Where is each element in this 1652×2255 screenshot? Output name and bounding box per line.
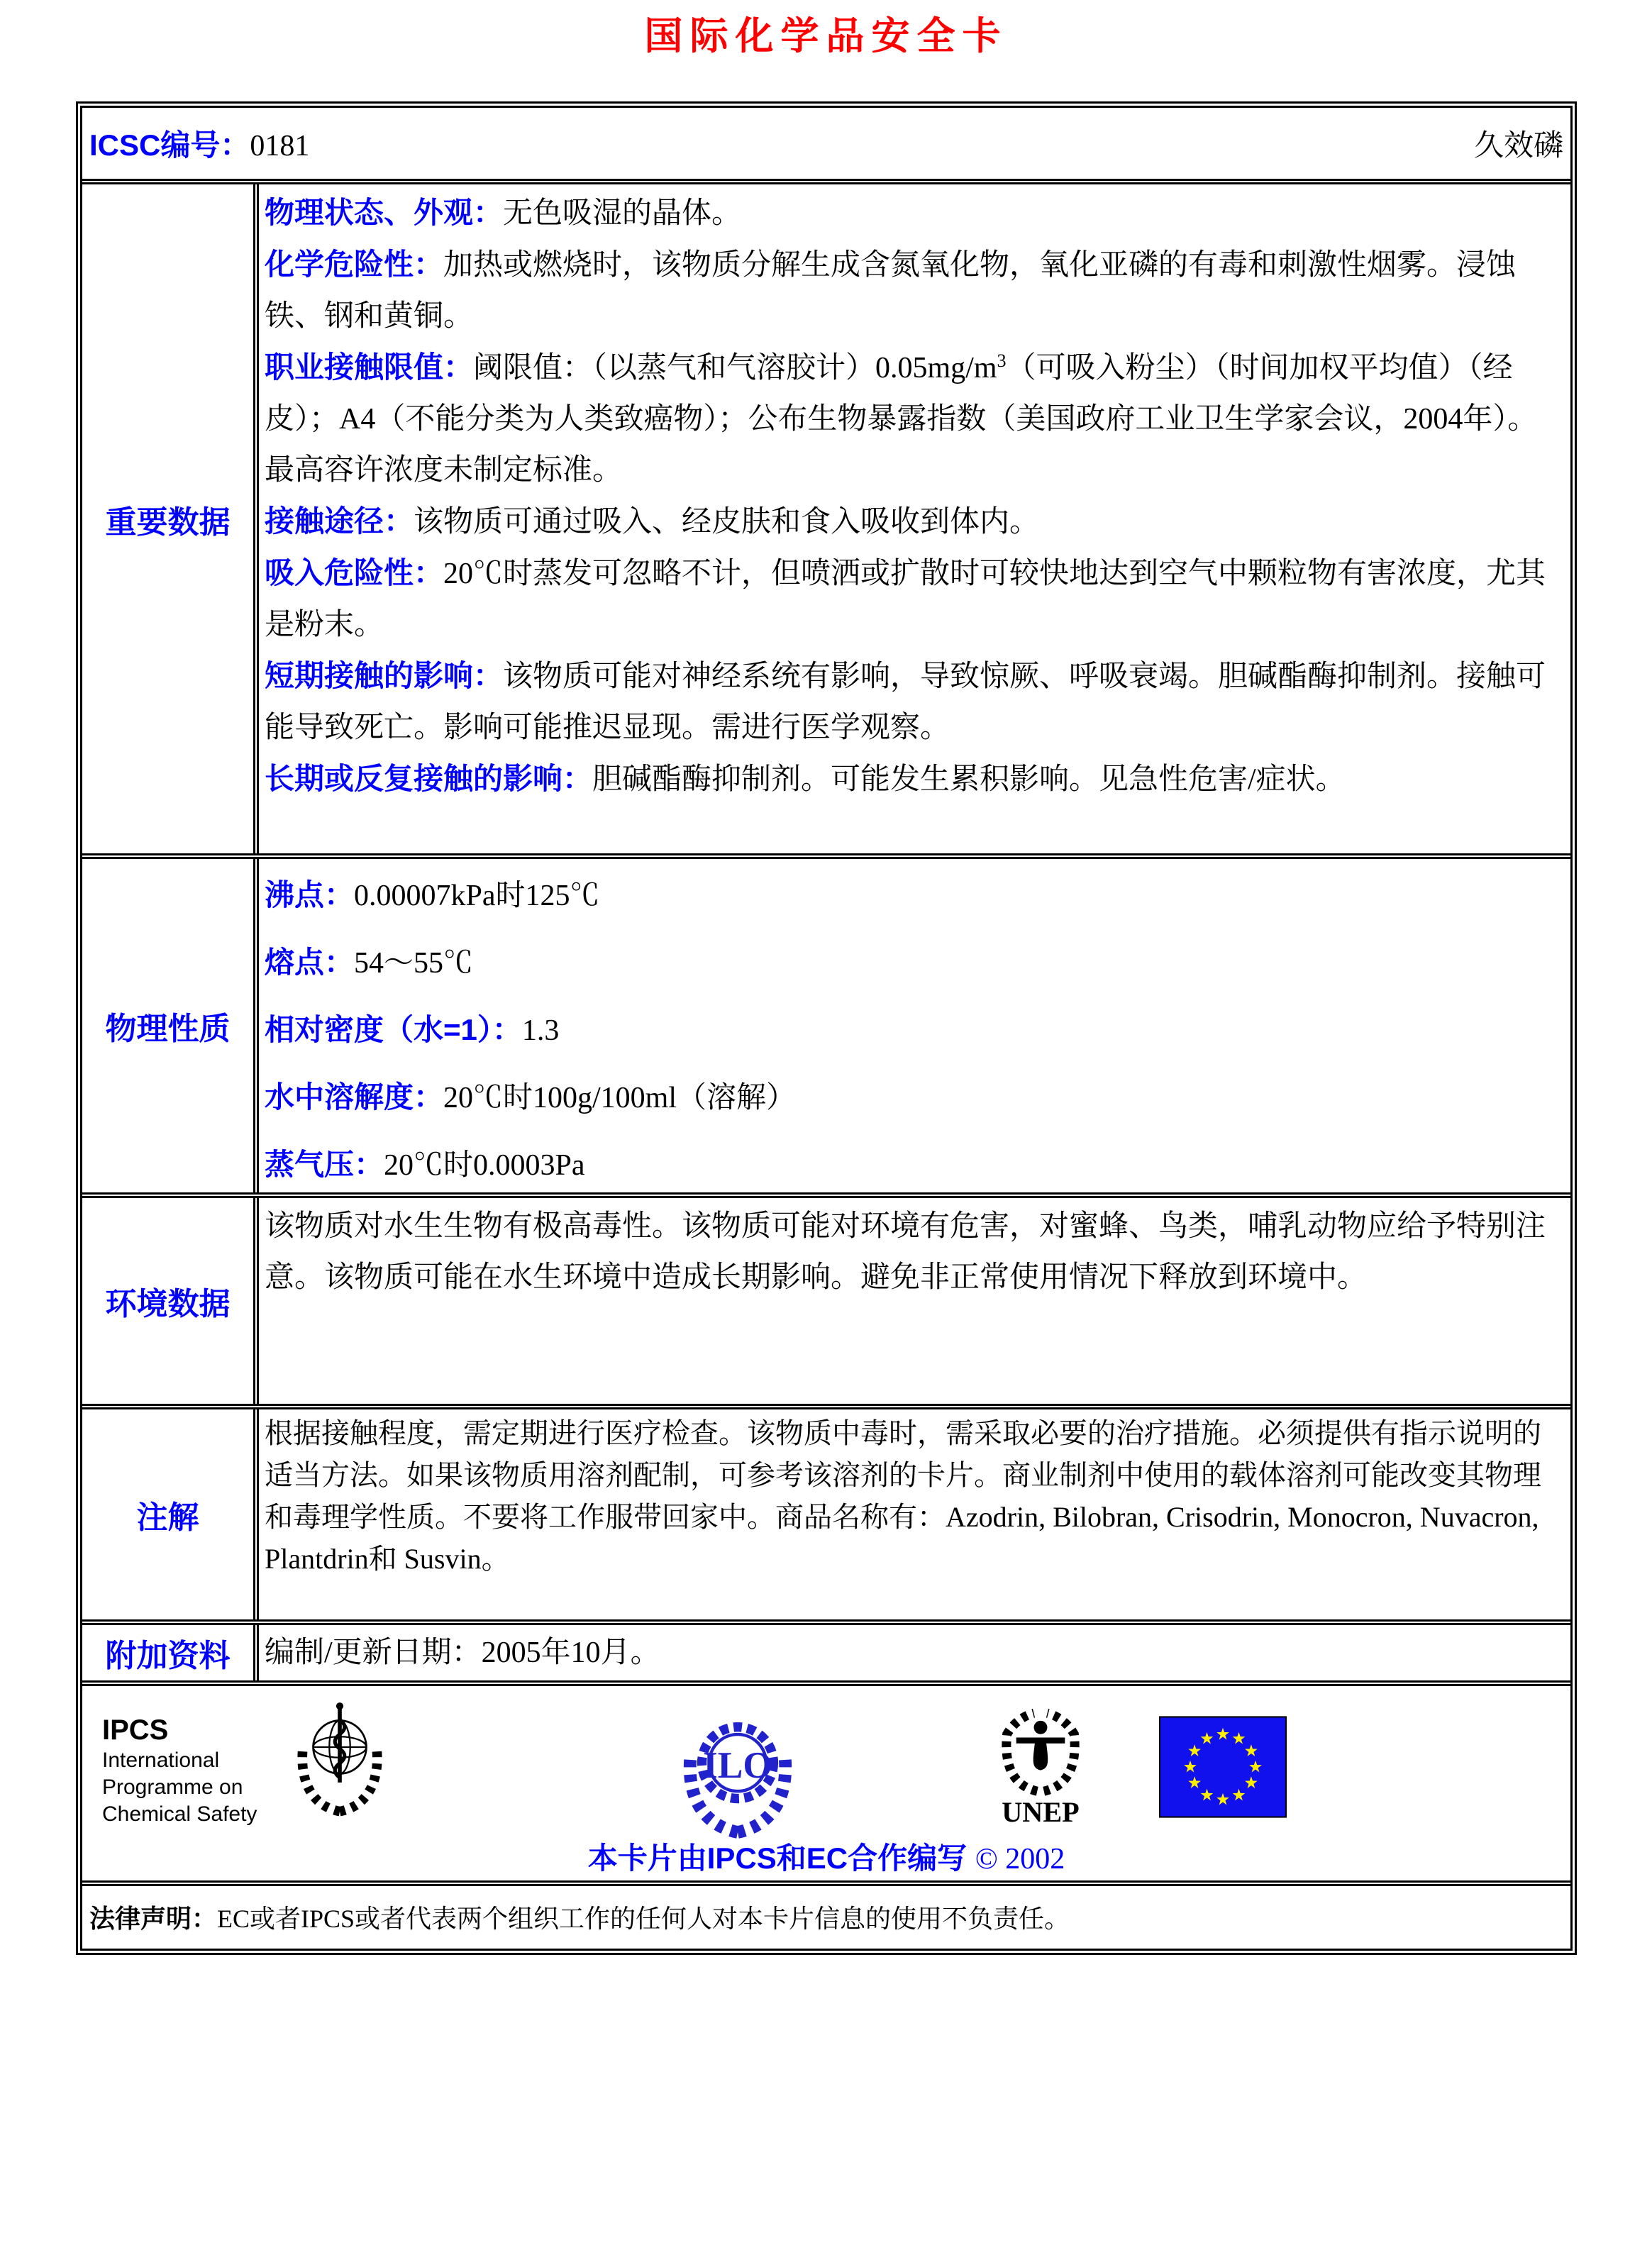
unep-logo-icon — [990, 1699, 1091, 1830]
legal-statement-text: EC或者IPCS或者代表两个组织工作的任何人对本卡片信息的使用不负责任。 — [217, 1905, 1070, 1933]
icsc-number-value: 0181 — [250, 130, 310, 162]
item-label: 水中溶解度： — [265, 1080, 444, 1114]
important-item-occupational-limits — [265, 342, 1563, 496]
item-text: 加热或燃烧时，该物质分解生成含氮氧化物，氧化亚磷的有毒和刺激性烟雾。浸蚀铁、钢和黄铜。 — [265, 249, 1517, 333]
icsc-card — [76, 101, 1577, 1955]
ipcs-line: International — [102, 1749, 220, 1772]
notes-content — [259, 1409, 1570, 1619]
copyright-text: © 2002 — [975, 1843, 1065, 1876]
additional-info-content — [259, 1625, 1570, 1680]
physical-item-relative-density — [265, 997, 1563, 1064]
row-additional-info — [82, 1619, 1570, 1680]
important-item-physical-state — [265, 187, 1563, 239]
section-label-physical-properties: 物理性质 — [82, 859, 259, 1192]
item-text: 0.00007kPa时125℃ — [354, 880, 600, 912]
item-text: 该物质可能对神经系统有影响，导致惊厥、呼吸衰竭。胆碱酯酶抑制剂。接触可能导致死亡。影响可能推迟显现。需进行医学观察。 — [265, 660, 1546, 744]
ilo-letters: ILO — [703, 1743, 772, 1786]
chemical-name: 久效磷 — [1473, 130, 1563, 162]
item-label: 化学危险性： — [265, 248, 444, 281]
ipcs-line: Programme on — [102, 1775, 243, 1799]
update-date-text: 编制/更新日期：2005年10月。 — [265, 1636, 660, 1669]
item-text: 1.3 — [521, 1014, 560, 1047]
row-notes — [82, 1404, 1570, 1619]
physical-properties-content — [259, 859, 1570, 1192]
item-label: 相对密度（水=1）： — [265, 1013, 522, 1046]
row-important-data — [82, 179, 1570, 853]
ipcs-text-block — [102, 1713, 257, 1828]
ipcs-line: Chemical Safety — [102, 1802, 257, 1826]
page-title: 国际化学品安全卡 — [644, 15, 1008, 57]
item-label: 吸入危险性： — [265, 556, 444, 589]
item-text: 20℃时0.0003Pa — [384, 1149, 585, 1182]
physical-item-boiling-point — [265, 862, 1563, 929]
section-label-notes: 注解 — [82, 1409, 259, 1619]
eu-flag-icon — [1159, 1716, 1287, 1822]
credit-text: 本卡片由IPCS和EC合作编写 — [587, 1841, 968, 1875]
important-item-exposure-routes — [265, 496, 1563, 548]
item-label: 接触途径： — [265, 504, 414, 538]
who-logo-icon — [292, 1699, 388, 1823]
section-label-important-data: 重要数据 — [82, 184, 259, 853]
credit-line — [82, 1835, 1570, 1878]
icsc-number — [89, 122, 1474, 165]
item-text: 该物质可通过吸入、经皮肤和食入吸收到体内。 — [414, 506, 1040, 538]
item-label: 熔点： — [265, 946, 355, 979]
item-label: 职业接触限值： — [265, 350, 474, 384]
item-label: 长期或反复接触的影响： — [265, 762, 593, 795]
row-environmental-data — [82, 1192, 1570, 1404]
item-label: 蒸气压： — [265, 1148, 384, 1181]
physical-item-vapor-pressure — [265, 1131, 1563, 1199]
ipcs-acronym: IPCS — [102, 1714, 169, 1746]
important-data-content — [259, 184, 1570, 853]
important-item-chemical-danger — [265, 239, 1563, 342]
item-text: 胆碱酯酶抑制剂。可能发生累积影响。见急性危害/症状。 — [592, 763, 1346, 796]
physical-item-melting-point — [265, 929, 1563, 997]
item-text: 54～55℃ — [354, 947, 474, 980]
environmental-data-content — [259, 1198, 1570, 1404]
item-text: （可吸入粉尘）（时间加权平均值）（经皮）；A4（不能分类为人类致癌物）；公布生物暴露指数（美国政府工业卫生学家会议，2004年）。最高容许浓度未制定标准。 — [265, 352, 1538, 487]
ilo-logo-icon — [675, 1702, 801, 1844]
unep-letters: UNEP — [1002, 1795, 1080, 1827]
superscript: 3 — [997, 350, 1007, 371]
row-logos — [82, 1680, 1570, 1880]
row-physical-properties — [82, 853, 1570, 1192]
icsc-number-label: ICSC编号： — [89, 128, 250, 162]
item-text: 20℃时100g/100ml（溶解） — [443, 1082, 797, 1114]
item-label: 沸点： — [265, 878, 355, 912]
legal-statement-label: 法律声明： — [89, 1904, 218, 1933]
environmental-text: 该物质对水生生物有极高毒性。该物质可能对环境有危害，对蜜蜂、鸟类，哺乳动物应给予特别注意。该物质可能在水生环境中造成长期影响。避免非正常使用情况下释放到环境中。 — [265, 1210, 1546, 1294]
section-label-additional-info: 附加资料 — [82, 1625, 259, 1680]
item-text: 阈限值：（以蒸气和气溶胶计）0.05mg/m — [473, 352, 997, 384]
important-item-long-term-effects — [265, 753, 1563, 805]
section-label-environmental-data: 环境数据 — [82, 1198, 259, 1404]
important-item-short-term-effects — [265, 650, 1563, 753]
row-legal-statement — [82, 1880, 1570, 1949]
item-label: 短期接触的影响： — [265, 659, 504, 692]
header-row — [82, 108, 1570, 179]
item-text: 无色吸湿的晶体。 — [503, 197, 742, 230]
physical-item-water-solubility — [265, 1064, 1563, 1131]
item-text: 20℃时蒸发可忽略不计，但喷洒或扩散时可较快地达到空气中颗粒物有害浓度，尤其是粉末。 — [265, 558, 1546, 641]
notes-text: 根据接触程度，需定期进行医疗检查。该物质中毒时，需采取必要的治疗措施。必须提供有指示说明的适当方法。如果该物质用溶剂配制，可参考该溶剂的卡片。商业制剂中使用的载体溶剂可能改变其物理和毒理学性质。不要将工作服带回家中。商品名称有：Azodrin, Bilobran, Crisodrin, Monocron, Nuvacron, Plantdrin和 Susvin。 — [265, 1417, 1541, 1575]
item-label: 物理状态、外观： — [265, 196, 504, 229]
important-item-inhalation-risk — [265, 548, 1563, 650]
